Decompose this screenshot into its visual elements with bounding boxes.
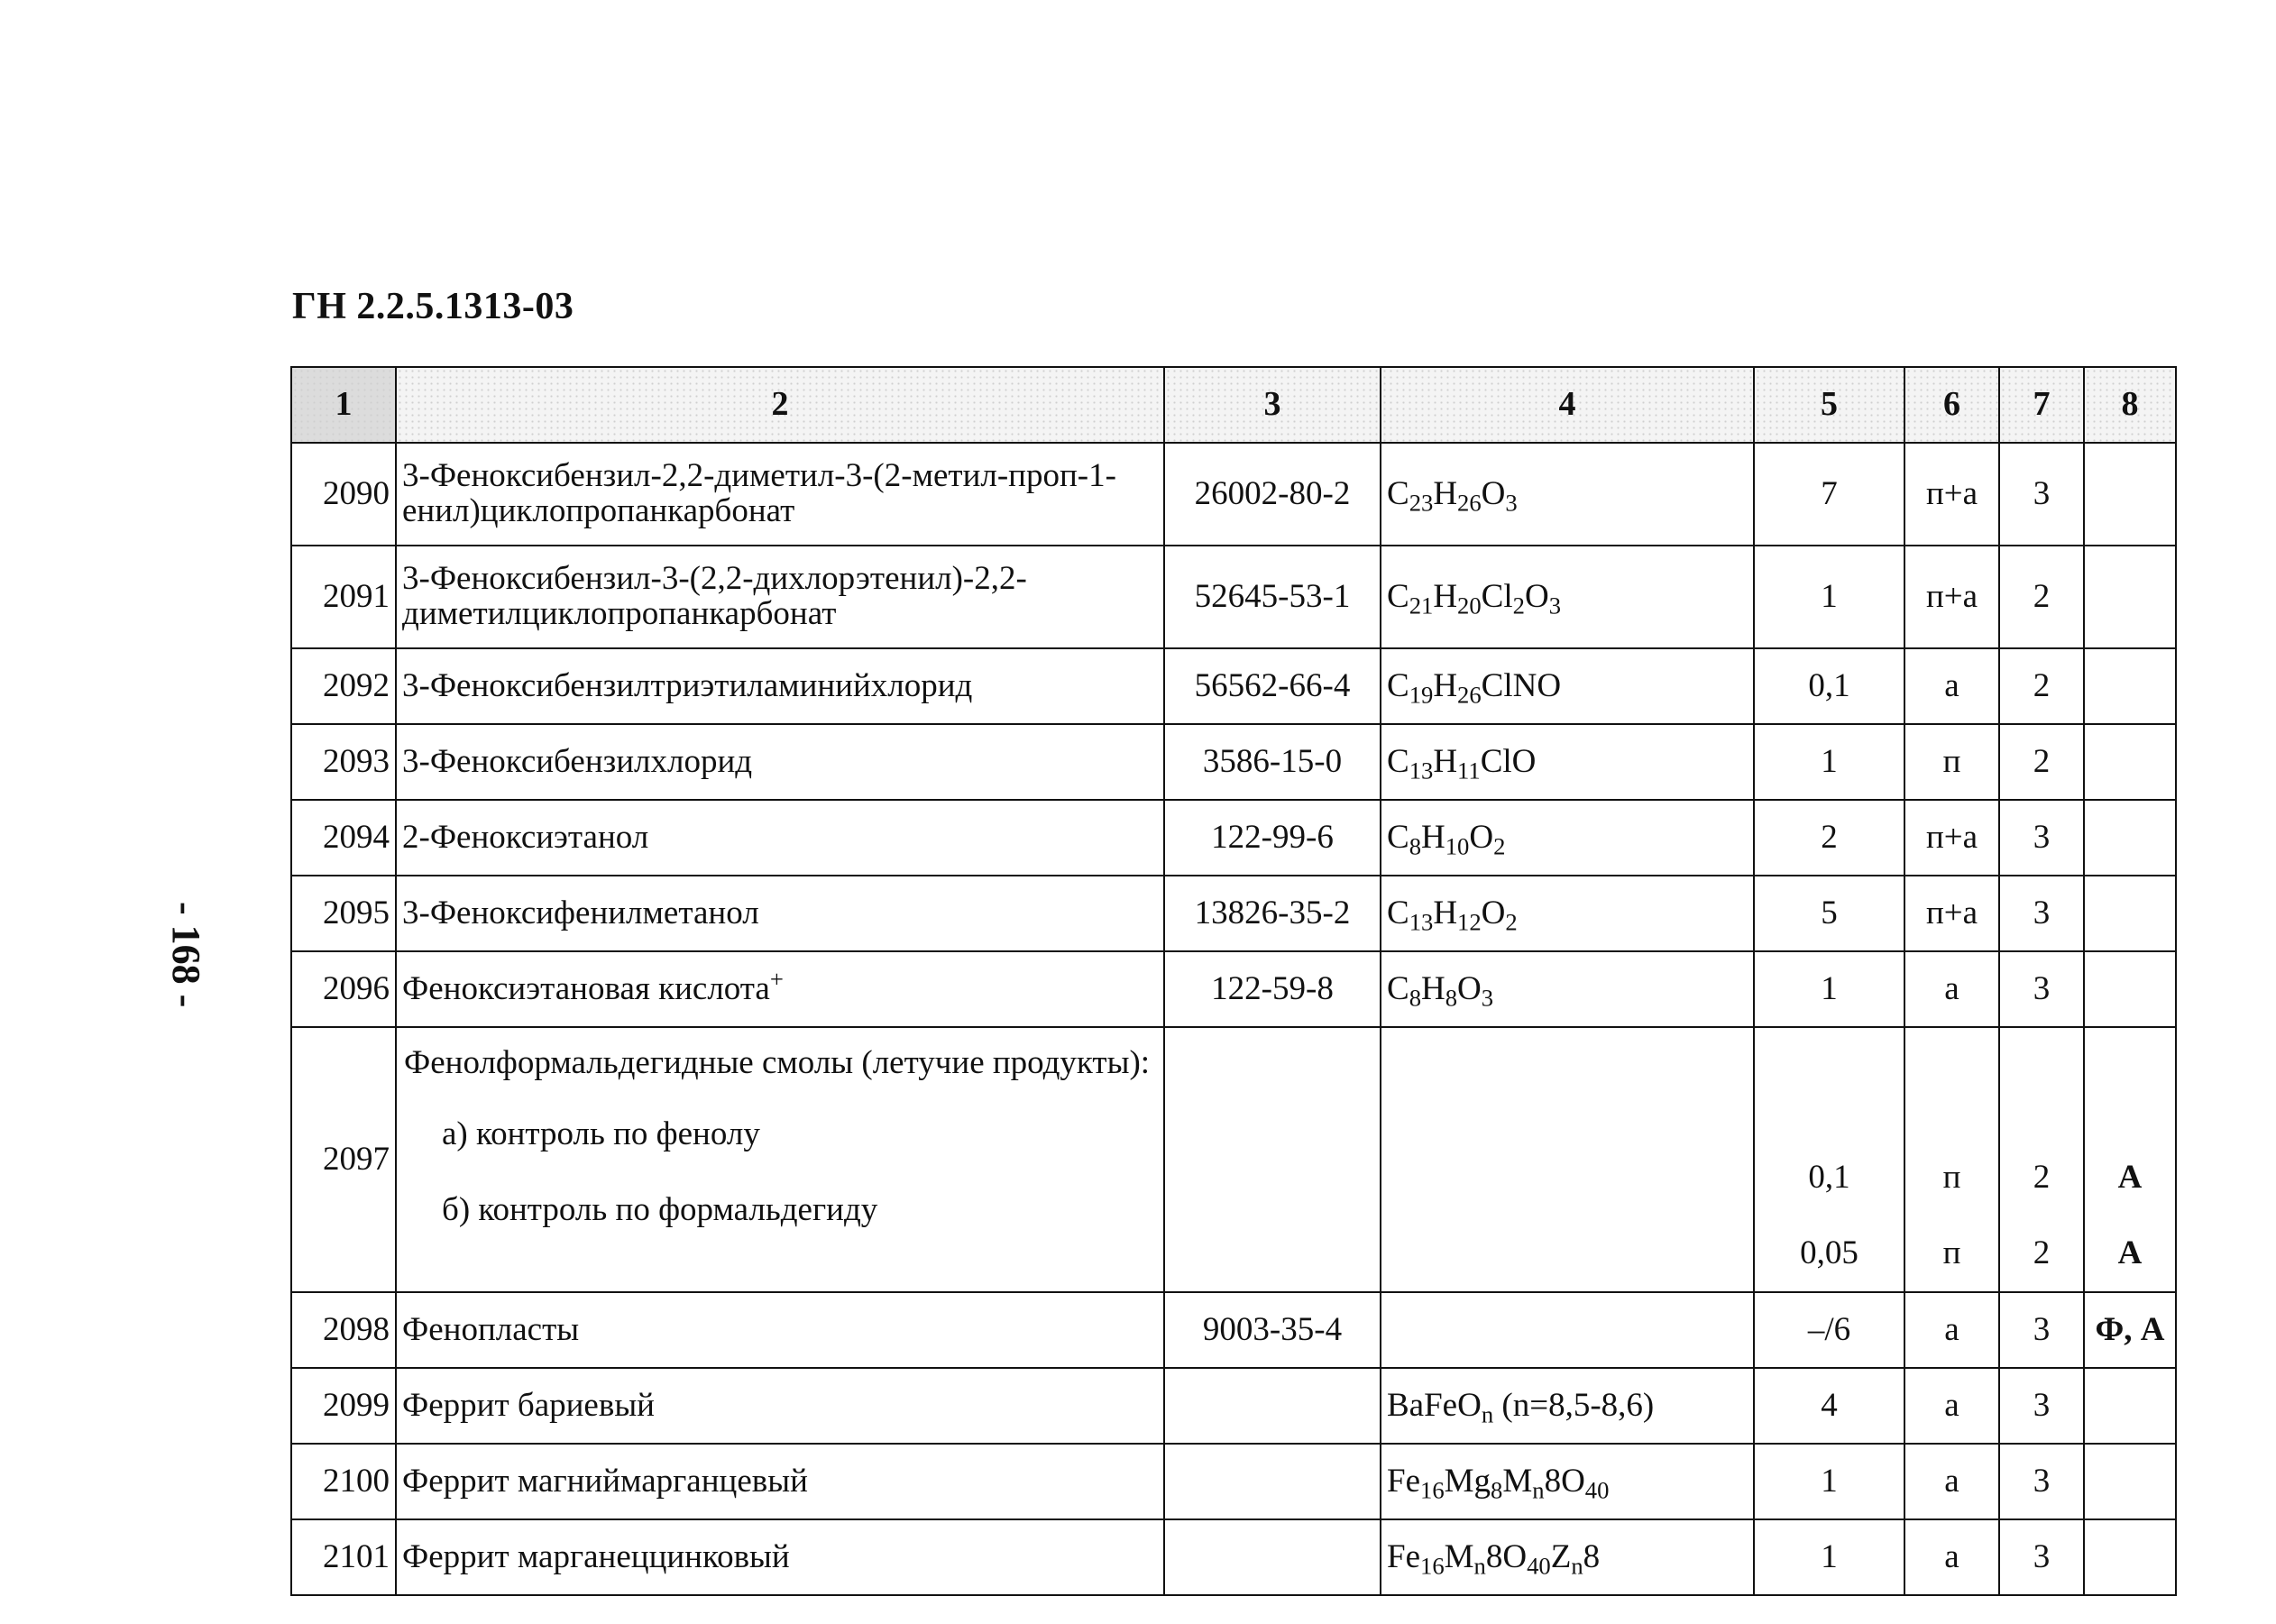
substance-name [396,1027,1164,1292]
substance-name-text: 2-Феноксиэтанол [402,818,649,856]
cas-number: 13826-35-2 [1164,876,1381,951]
formula: $C_{21}H_{20}Cl_2O_3$ [1381,546,1754,648]
substance-name [396,1444,1164,1519]
value-c8 [2084,724,2176,800]
value-c8 [2084,1444,2176,1519]
value-c5: 2 [1754,800,1904,876]
table-row [291,724,2176,800]
substance-name [396,648,1164,724]
value-c6 [1904,1027,1999,1292]
column-header: 7 [1999,367,2084,443]
substance-name-text: 3-Феноксибензилтриэтиламинийхлорид [402,666,973,704]
formula: $Fe_{16}Mg_8M_n8O_{40}$ [1381,1444,1754,1519]
column-header: 8 [2084,367,2176,443]
row-number: 2097 [291,1027,396,1292]
row-number: 2096 [291,951,396,1027]
row-number: 2093 [291,724,396,800]
value-c7: 3 [1999,800,2084,876]
cas-number: 122-99-6 [1164,800,1381,876]
hazard-mark: + [769,965,784,993]
substance-name-text: Фенопласты [402,1310,580,1348]
formula: $C_{13}H_{12}O_2$ [1381,876,1754,951]
cas-number: 3586-15-0 [1164,724,1381,800]
value-c6: п [1904,724,1999,800]
formula: $C_{19}H_{26}ClNO$ [1381,648,1754,724]
table-row [291,443,2176,546]
column-header: 6 [1904,367,1999,443]
formula: BaFeO$_n$ (n=8,5-8,6) [1381,1368,1754,1444]
cas-number [1164,1444,1381,1519]
formula: $C_8H_{10}O_2$ [1381,800,1754,876]
sub-value: 0,05 [1800,1234,1858,1271]
value-c5: 0,1 [1754,648,1904,724]
substance-name-text: Феноксиэтановая кислота [402,969,770,1007]
row-number: 2098 [291,1292,396,1368]
cas-number: 56562-66-4 [1164,648,1381,724]
cas-number: 26002-80-2 [1164,443,1381,546]
document-code: ГН 2.2.5.1313-03 [292,286,574,327]
value-c6: п+а [1904,443,1999,546]
value-c6: а [1904,1368,1999,1444]
value-c7: 3 [1999,1368,2084,1444]
row-number: 2095 [291,876,396,951]
page-number: - 168 - [164,902,208,1008]
row-number: 2091 [291,546,396,648]
value-c6: а [1904,1519,1999,1595]
group-title: Фенолформальдегидные смолы (летучие продукты): [404,1044,1151,1081]
formula: $C_{13}H_{11}ClO$ [1381,724,1754,800]
substance-name [396,876,1164,951]
value-c6: а [1904,1292,1999,1368]
value-c8 [2084,1368,2176,1444]
substance-name [396,1519,1164,1595]
cas-number [1164,1027,1381,1292]
table-row [291,1368,2176,1444]
substance-name-text: 3-Феноксифенилметанол [402,894,759,931]
row-number: 2101 [291,1519,396,1595]
sub-value: А [2117,1158,2143,1196]
value-c5: 1 [1754,951,1904,1027]
sub-value: п [1942,1158,1961,1196]
value-c5: –/6 [1754,1292,1904,1368]
value-c7: 2 [1999,724,2084,800]
substance-name-text: Феррит магниймарганцевый [402,1462,808,1500]
column-header: 4 [1381,367,1754,443]
cas-number [1164,1368,1381,1444]
row-number: 2090 [291,443,396,546]
value-c8 [2084,1519,2176,1595]
formula [1381,1292,1754,1368]
value-c7 [1999,1027,2084,1292]
value-c6: п+а [1904,876,1999,951]
value-c8 [2084,800,2176,876]
value-c5: 1 [1754,546,1904,648]
cas-number: 52645-53-1 [1164,546,1381,648]
formula: $Fe_{16}M_n8O_{40}Z_n8$ [1381,1519,1754,1595]
table-row [291,800,2176,876]
value-c5: 1 [1754,1519,1904,1595]
value-c8 [2084,648,2176,724]
value-c8 [2084,951,2176,1027]
sub-item-name: а) контроль по фенолу [442,1115,760,1153]
table-row [291,1444,2176,1519]
table-row [291,876,2176,951]
substance-name [396,800,1164,876]
table-row [291,951,2176,1027]
value-c8 [2084,876,2176,951]
substance-name-text: 3-Феноксибензилхлорид [402,742,753,780]
value-c7: 3 [1999,443,2084,546]
sub-item-name: б) контроль по формальдегиду [442,1191,878,1229]
table-row [291,648,2176,724]
value-c5 [1754,1027,1904,1292]
substance-name [396,1292,1164,1368]
row-number: 2100 [291,1444,396,1519]
row-number: 2094 [291,800,396,876]
value-c5: 4 [1754,1368,1904,1444]
substance-name [396,546,1164,648]
value-c8 [2084,546,2176,648]
value-c6: п+а [1904,546,1999,648]
substance-name-text: 3-Феноксибензил-2,2-диметил-3-(2-метил-проп-1-енил)циклопропанкарбонат [402,457,1116,529]
value-c5: 7 [1754,443,1904,546]
substance-name [396,1368,1164,1444]
column-header: 5 [1754,367,1904,443]
substance-name [396,724,1164,800]
substance-name-text: Феррит бариевый [402,1386,655,1424]
value-c7: 3 [1999,1519,2084,1595]
value-c7: 3 [1999,1292,2084,1368]
substance-name [396,951,1164,1027]
value-c5: 5 [1754,876,1904,951]
sub-value: А [2117,1234,2143,1271]
formula: $C_8H_8O_3$ [1381,951,1754,1027]
table-row [291,1519,2176,1595]
substance-name-text: Феррит марганеццинковый [402,1537,790,1575]
cas-number: 9003-35-4 [1164,1292,1381,1368]
column-header: 3 [1164,367,1381,443]
value-c6: а [1904,648,1999,724]
sub-value: 2 [2033,1234,2051,1271]
sub-value: 2 [2033,1158,2051,1196]
substance-name-text: 3-Феноксибензил-3-(2,2-дихлорэтенил)-2,2-диметилциклопропанкарбонат [402,560,1027,632]
cas-number [1164,1519,1381,1595]
table-row [291,1292,2176,1368]
formula: $C_{23}H_{26}O_3$ [1381,443,1754,546]
row-number: 2099 [291,1368,396,1444]
column-header: 2 [396,367,1164,443]
value-c6: а [1904,1444,1999,1519]
substance-name [396,443,1164,546]
value-c7: 2 [1999,648,2084,724]
value-c5: 1 [1754,724,1904,800]
table-row [291,546,2176,648]
formula [1381,1027,1754,1292]
substances-table [290,366,2177,1596]
row-number: 2092 [291,648,396,724]
value-c7: 2 [1999,546,2084,648]
sub-value: 0,1 [1808,1158,1850,1196]
value-c7: 3 [1999,876,2084,951]
table-row [291,1027,2176,1292]
value-c6: а [1904,951,1999,1027]
value-c8 [2084,443,2176,546]
value-c7: 3 [1999,951,2084,1027]
value-c8: Ф, А [2084,1292,2176,1368]
table-header-row [291,367,2176,443]
sub-value: п [1942,1234,1961,1271]
value-c6: п+а [1904,800,1999,876]
cas-number: 122-59-8 [1164,951,1381,1027]
value-c5: 1 [1754,1444,1904,1519]
value-c8 [2084,1027,2176,1292]
column-header: 1 [291,367,396,443]
value-c7: 3 [1999,1444,2084,1519]
